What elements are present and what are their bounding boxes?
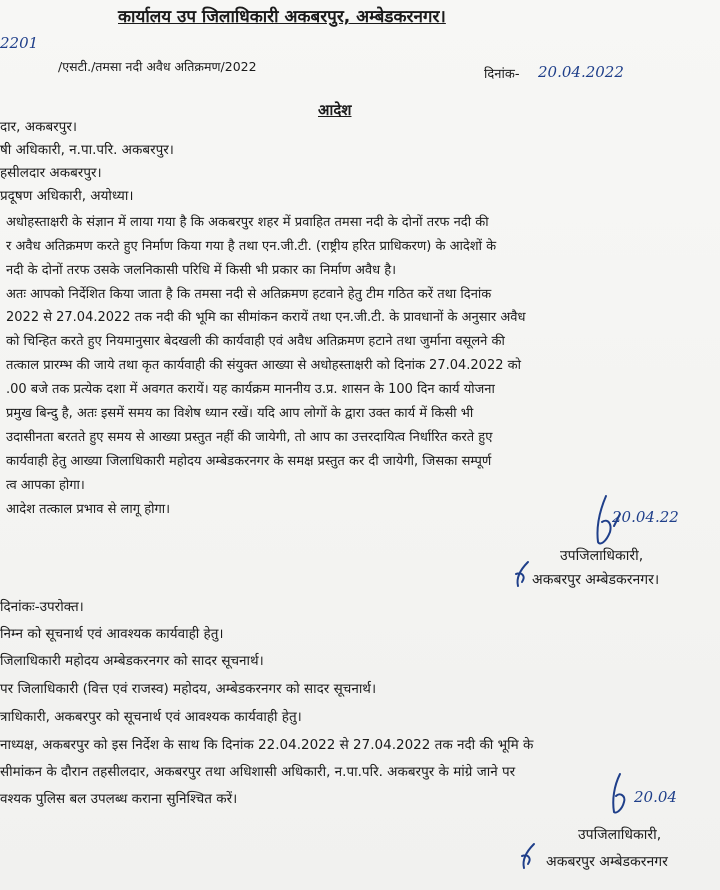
body-line: त्व आपका होगा।: [6, 478, 85, 493]
copy-line: पर जिलाधिकारी (वित्त एवं राजस्व) महोदय, अम्बेडकरनगर को सादर सूचनार्थ।: [0, 681, 377, 697]
body-line: र अवैध अतिक्रमण करते हुए निर्माण किया गया है तथा एन.जी.टी. (राष्ट्रीय हरित प्राधिकरण) के आदेशों के: [6, 239, 497, 254]
body-line: अधोहस्ताक्षरी के संज्ञान में लाया गया है कि अकबरपुर शहर में प्रवाहित तमसा नदी के दोनों तरफ नदी की: [6, 215, 489, 230]
copy-line: निम्न को सूचनार्थ एवं आवश्यक कार्यवाही हेतु।: [0, 626, 224, 642]
signature-2-initial: [518, 842, 540, 872]
body-line: आदेश तत्काल प्रभाव से लागू होगा।: [6, 502, 171, 517]
handwritten-ref-number: 2201: [0, 34, 39, 52]
office-heading: कार्यालय उप जिलाधिकारी अकबरपुर, अम्बेडकरनगर।: [118, 7, 446, 27]
body-line: .00 बजे तक प्रत्येक दशा में अवगत करायें। यह कार्यक्रम माननीय उ.प्र. शासन के 100 दिन कार्य योजना: [6, 382, 495, 397]
signature-1-date: 20.04.22: [612, 508, 679, 526]
order-title: आदेश: [318, 101, 352, 119]
signature-2-date: 20.04: [634, 788, 677, 806]
body-line: को चिन्हित करते हुए नियमानुसार बेदखली की कार्यवाही एवं अवैध अतिक्रमण हटाने तथा जुर्माना वसूलने की: [6, 334, 505, 349]
body-line: 2022 से 27.04.2022 तक नदी की भूमि का सीमांकन करायें तथा एन.जी.टी. के प्रावधानों के अनुसार अवैध: [6, 310, 526, 325]
copy-line: सीमांकन के दौरान तहसीलदार, अकबरपुर तथा अधिशासी अधिकारी, न.पा.परि. अकबरपुर के मांग्रे जाने पर: [0, 764, 516, 780]
body-line: उदासीनता बरतते हुए समय से आख्या प्रस्तुत नहीं की जायेगी, तो आप का उत्तरदायित्व निर्धारित करते हुए: [6, 430, 493, 445]
body-line: तत्काल प्रारम्भ की जाये तथा कृत कार्यवाही की संयुक्त आख्या से अधोहस्ताक्षरी को दिनांक 27.04.2022 को: [6, 358, 521, 373]
signature-1-designation: उपजिलाधिकारी,: [560, 548, 644, 564]
copy-line: वश्यक पुलिस बल उपलब्ध कराना सुनिश्चित करें।: [0, 791, 238, 807]
initial-mark-icon: [518, 842, 540, 872]
copy-line: त्राधिकारी, अकबरपुर को सूचनार्थ एवं आवश्यक कार्यवाही हेतु।: [0, 709, 302, 725]
initial-mark-icon: [512, 560, 534, 590]
reference-subject: /एसटी./तमसा नदी अवैध अतिक्रमण/2022: [58, 59, 257, 74]
addressee-1: दार, अकबरपुर।: [0, 119, 77, 135]
date-label: दिनांक-: [484, 67, 520, 82]
signature-1-place: अकबरपुर अम्बेडकरनगर।: [532, 572, 660, 588]
signature-1-initial: [512, 560, 534, 590]
signature-2-designation: उपजिलाधिकारी,: [578, 827, 662, 843]
copy-heading: दिनांकः-उपरोक्त।: [0, 599, 84, 615]
body-line: प्रमुख बिन्दु है, अतः इसमें समय का विशेष ध्यान रखें। यदि आप लोगों के द्वारा उक्त कार्य में किसी भी: [6, 406, 474, 421]
body-line: अतः आपको निर्देशित किया जाता है कि तमसा नदी से अतिक्रमण हटवाने हेतु टीम गठित करें तथा दिनांक: [6, 287, 492, 302]
addressee-4: प्रदूषण अधिकारी, अयोध्या।: [0, 188, 134, 204]
addressee-3: हसीलदार अकबरपुर।: [0, 165, 102, 181]
addressee-2: षी अधिकारी, न.पा.परि. अकबरपुर।: [0, 142, 174, 158]
signature-2-place: अकबरपुर अम्बेडकरनगर: [546, 854, 668, 870]
handwritten-date: 20.04.2022: [538, 63, 624, 81]
copy-line: जिलाधिकारी महोदय अम्बेडकरनगर को सादर सूचनार्थ।: [0, 653, 264, 669]
copy-line: नाध्यक्ष, अकबरपुर को इस निर्देश के साथ कि दिनांक 22.04.2022 से 27.04.2022 तक नदी की भूमि के: [0, 737, 534, 753]
body-line: नदी के दोनों तरफ उसके जलनिकासी परिधि में किसी भी प्रकार का निर्माण अवैध है।: [6, 263, 397, 278]
body-line: कार्यवाही हेतु आख्या जिलाधिकारी महोदय अम्बेडकरनगर के समक्ष प्रस्तुत कर दी जायेगी, जिसका सम्पूर्ण: [6, 454, 492, 469]
